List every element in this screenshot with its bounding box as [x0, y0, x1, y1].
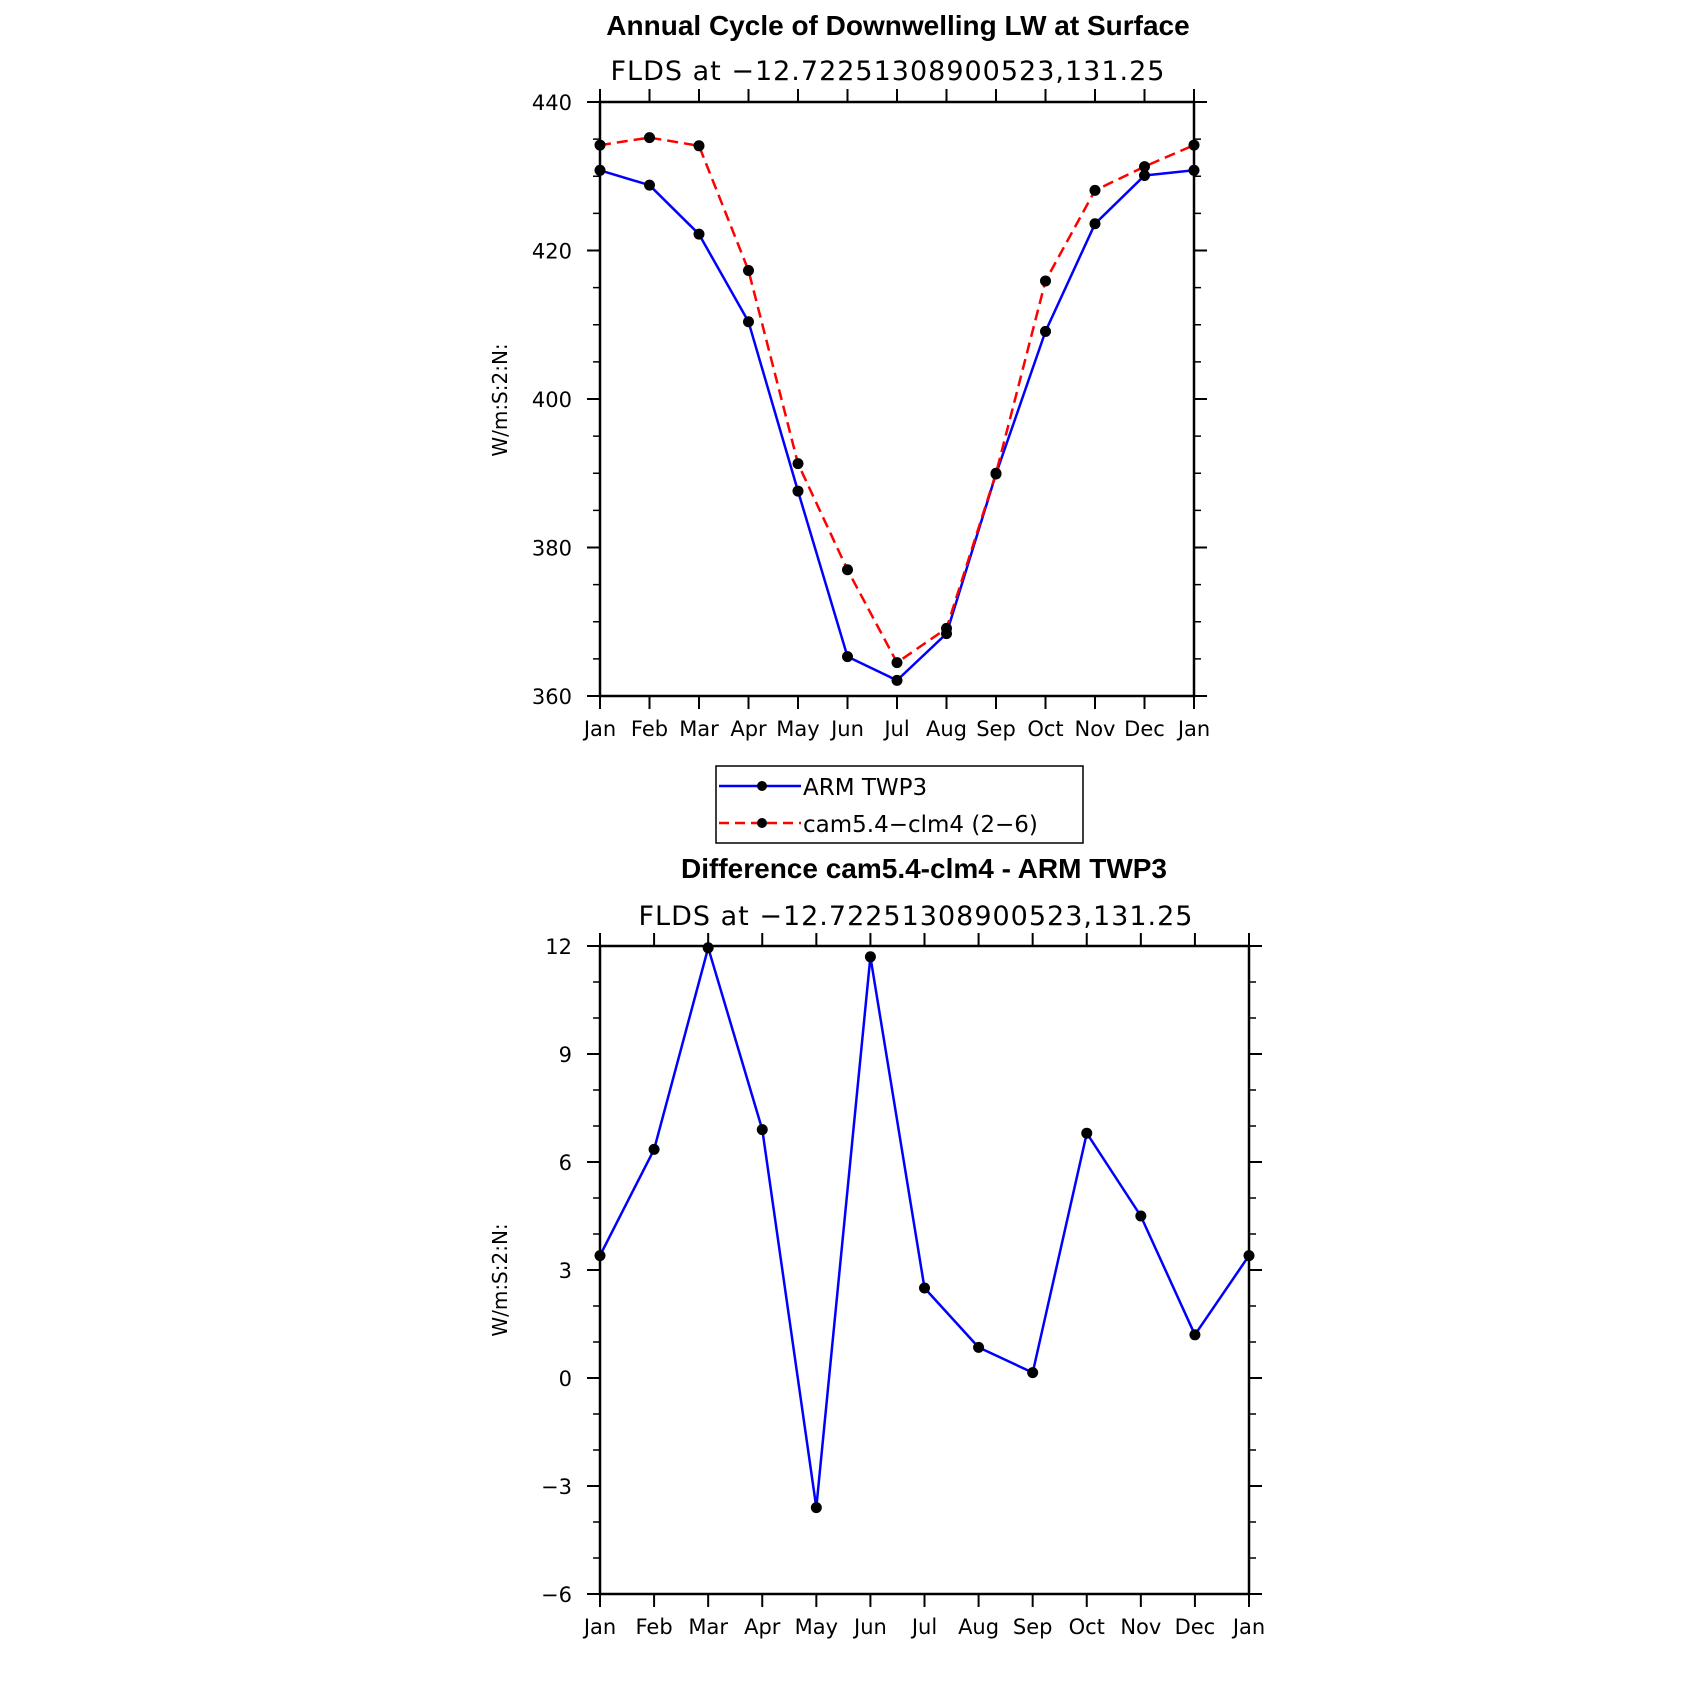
data-point-0 [793, 486, 804, 497]
x-tick-label: Nov [1120, 1615, 1162, 1639]
chart-subtitle: FLDS at −12.72251308900523,131.25 [638, 901, 1194, 932]
x-tick-label: May [794, 1615, 839, 1639]
y-tick-label: 9 [558, 1043, 572, 1067]
x-tick-label: Mar [679, 717, 719, 741]
x-tick-label: Apr [730, 717, 767, 741]
x-tick-label: Sep [976, 717, 1016, 741]
difference-panel [488, 853, 1265, 1639]
y-tick-label: −6 [541, 1583, 572, 1607]
data-point-0 [842, 651, 853, 662]
series-group [595, 132, 1200, 686]
data-point-0 [1189, 165, 1200, 176]
x-tick-label: Nov [1074, 717, 1116, 741]
y-tick-label: 3 [558, 1259, 572, 1283]
data-point-0 [892, 675, 903, 686]
x-tick-label: Aug [958, 1615, 1000, 1639]
data-point-0 [743, 316, 754, 327]
chart-title: Annual Cycle of Downwelling LW at Surface [606, 10, 1190, 41]
legend-label-arm: ARM TWP3 [803, 775, 928, 801]
x-tick-label: Jul [884, 717, 910, 741]
data-point-0 [1189, 1329, 1200, 1340]
data-point-1 [1139, 161, 1150, 172]
legend [716, 766, 1083, 843]
x-tick-label: Dec [1124, 717, 1165, 741]
x-tick-label: Jan [583, 717, 617, 741]
data-point-0 [1090, 218, 1101, 229]
plot-frame [600, 946, 1249, 1594]
data-point-1 [842, 564, 853, 575]
y-tick-label: 12 [545, 935, 572, 959]
x-tick-label: Jun [831, 717, 864, 741]
data-point-0 [757, 1124, 768, 1135]
data-point-0 [649, 1144, 660, 1155]
data-point-1 [595, 140, 606, 151]
x-tick-label: Feb [635, 1615, 673, 1639]
chart-title: Difference cam5.4-clm4 - ARM TWP3 [681, 853, 1167, 884]
data-point-1 [941, 623, 952, 634]
data-point-0 [595, 165, 606, 176]
data-point-1 [694, 140, 705, 151]
x-tick-label: Mar [688, 1615, 728, 1639]
x-tick-label: Aug [925, 717, 968, 741]
legend-marker-arm [757, 781, 767, 791]
data-point-0 [644, 180, 655, 191]
x-tick-label: Jan [583, 1615, 617, 1639]
x-tick-label: Oct [1068, 1615, 1105, 1639]
legend-label-cam: cam5.4−clm4 (2−6) [803, 812, 1038, 838]
data-point-1 [1189, 140, 1200, 151]
series-line-1 [600, 138, 1194, 663]
data-point-1 [743, 265, 754, 276]
x-tick-label: Jan [1177, 717, 1211, 741]
x-tick-label: Feb [630, 717, 669, 741]
y-tick-label: 400 [531, 388, 572, 412]
y-tick-label: 6 [558, 1151, 572, 1175]
y-tick-label: 360 [531, 685, 572, 709]
y-tick-label: 440 [531, 91, 572, 115]
axis-ticks [541, 933, 1265, 1639]
data-point-0 [595, 1250, 606, 1261]
series-line-0 [600, 170, 1194, 680]
axis-ticks [532, 89, 1210, 741]
y-tick-label: 380 [531, 536, 572, 561]
x-tick-label: Jul [911, 1615, 938, 1639]
x-tick-label: Apr [744, 1615, 781, 1639]
series-group [595, 942, 1255, 1513]
y-axis-label: W/m:S:2:N: [488, 343, 512, 457]
data-point-0 [811, 1502, 822, 1513]
data-point-0 [1244, 1250, 1255, 1261]
data-point-0 [694, 229, 705, 240]
data-point-0 [703, 942, 714, 953]
x-tick-label: Sep [1012, 1615, 1053, 1639]
x-tick-label: May [776, 717, 820, 741]
x-tick-label: Jan [1232, 1615, 1266, 1639]
data-point-0 [1081, 1128, 1092, 1139]
data-point-0 [1027, 1367, 1038, 1378]
legend-marker-cam [757, 818, 767, 828]
data-point-0 [1135, 1211, 1146, 1222]
x-tick-label: Dec [1174, 1615, 1216, 1639]
data-point-0 [865, 951, 876, 962]
annual-cycle-panel [488, 10, 1210, 741]
data-point-1 [991, 468, 1002, 479]
y-tick-label: 420 [531, 239, 572, 264]
data-point-0 [1040, 326, 1051, 337]
x-tick-label: Oct [1027, 717, 1064, 741]
x-tick-label: Jun [854, 1615, 887, 1639]
plot-frame [600, 102, 1194, 696]
data-point-1 [1040, 275, 1051, 286]
data-point-1 [1090, 185, 1101, 196]
y-tick-label: −3 [541, 1475, 572, 1499]
data-point-1 [793, 458, 804, 469]
series-line-0 [600, 948, 1249, 1508]
data-point-1 [644, 132, 655, 143]
y-tick-label: 0 [558, 1367, 572, 1391]
chart-subtitle: FLDS at −12.72251308900523,131.25 [610, 56, 1166, 87]
data-point-0 [919, 1283, 930, 1294]
data-point-0 [973, 1342, 984, 1353]
data-point-1 [892, 657, 903, 668]
y-axis-label: W/m:S:2:N: [488, 1223, 512, 1337]
